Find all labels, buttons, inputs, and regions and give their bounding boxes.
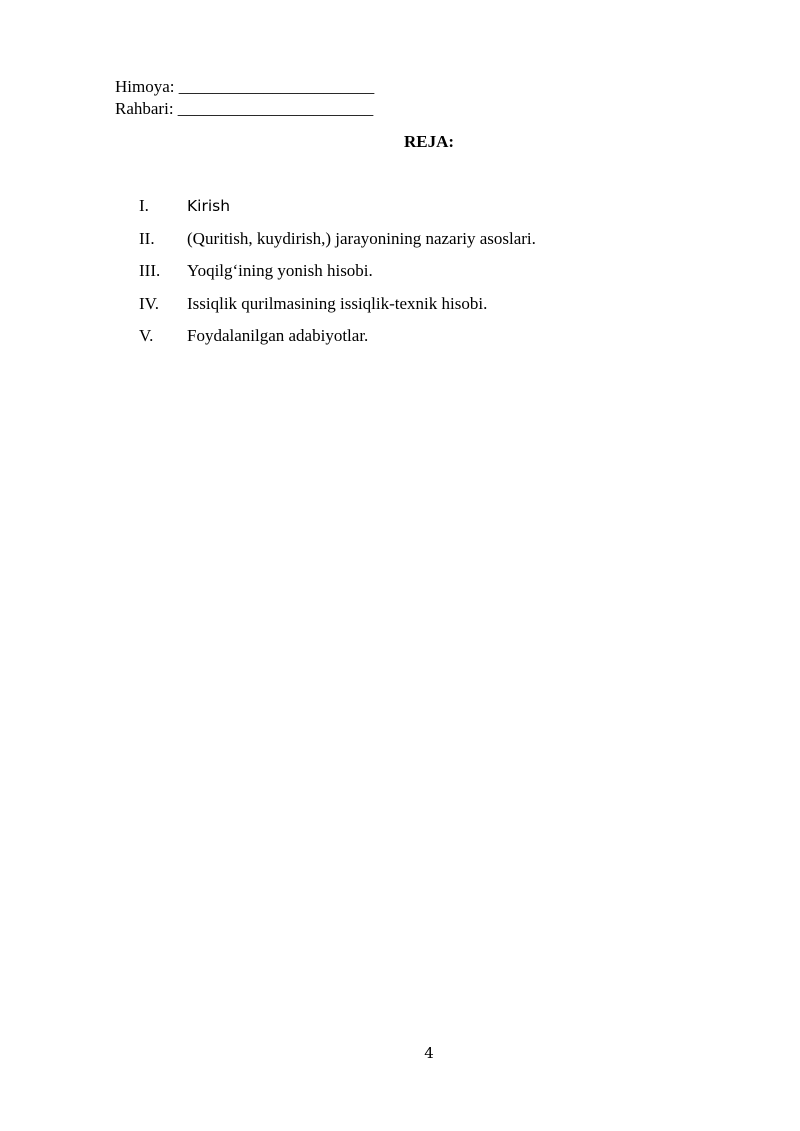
list-item-text: Issiqlik qurilmasining issiqlik-texnik hisobi. [187,293,488,313]
list-item-number: IV. [139,293,159,313]
list-item-number: III. [139,261,161,280]
rahbari-line: Rahbari: _______________________ [115,99,374,118]
list-item-text: (Quritish, kuydirish,) jarayonining nazariy asoslari. [187,228,536,248]
list-item-text: Kirish [187,197,231,215]
himoya-line: Himoya: _______________________ [115,77,375,96]
list-item [139,326,536,359]
list-item [139,196,536,229]
list-item [139,229,536,262]
list-item-number: V. [139,326,154,345]
page-number: 4 [424,1044,434,1062]
list-item [139,294,536,327]
plan-list [139,196,536,359]
list-item-text: Yoqilg‘ining yonish hisobi. [187,261,373,280]
list-item-number: I. [139,196,149,215]
list-item-number: II. [139,228,155,248]
page-title: REJA: [403,132,455,151]
list-item-text: Foydalanilgan adabiyotlar. [187,326,369,345]
list-item [139,261,536,294]
